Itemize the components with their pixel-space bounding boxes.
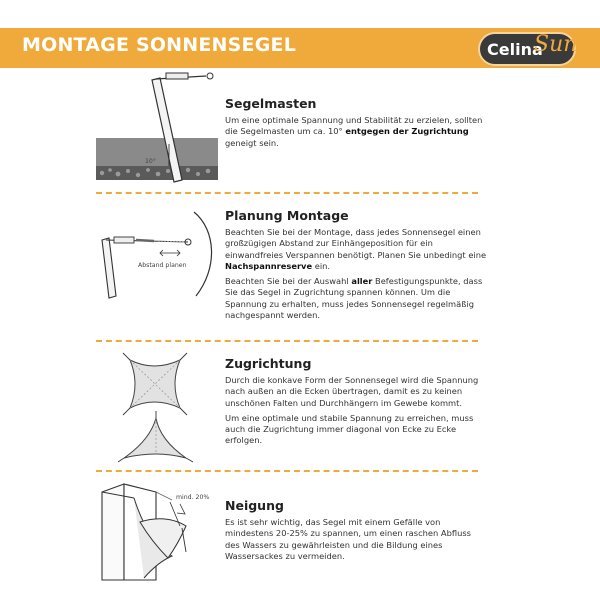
text-block-segelmasten [225,96,487,153]
header-bar [0,28,600,68]
paragraph: Beachten Sie bei der Auswahl aller Befestigungspunkte, dass Sie das Segel in Zugrichtung spannen können. Um die Spannung zu erhalten, muss jedes Sonnensegel regelmäßig nachgespannt werden. [225,276,483,321]
paragraph: Um eine optimale und stabile Spannung zu erreichen, muss auch die Zugrichtung immer diagonal von Ecke zu Ecke erfolgen. [225,412,474,446]
text-block-neigung [225,498,487,566]
section-divider [96,192,478,194]
angle-label: 10° [145,158,156,165]
section-title: Planung Montage [225,208,349,223]
section-divider [96,470,478,472]
paragraph: Beachten Sie bei der Montage, dass jedes Sonnensegel einen großzügigen Abstand zur Einhängeposition für ein einwandfreies Verspannen benötigt. Planen Sie unbedingt eine Nachspannreserve ein. [225,227,487,271]
distance-label: Abstand planen [138,262,187,269]
emphasis-text: Nachspannreserve [225,260,313,271]
section-body [225,227,487,321]
section-body [225,375,487,447]
section-body [225,517,487,562]
section-divider [96,340,478,342]
emphasis-text: entgegen der Zugrichtung [345,126,469,137]
mast-icon [96,70,218,188]
slope-icon [96,482,220,582]
section-title: Segelmasten [225,96,317,111]
logo-text-celina: Celina [487,40,543,59]
slope-label: mind. 20% [176,494,210,501]
section-title: Neigung [225,498,284,513]
logo-text-sun: Sun [534,32,578,57]
tensioner-icon [96,210,220,300]
text-block-zugrichtung [225,356,487,451]
sail-shapes-icon [118,350,198,466]
section-body [225,115,487,149]
text-block-planung-montage [225,208,487,325]
paragraph: Es ist sehr wichtig, das Segel mit einem Gefälle von mindestens 20-25% zu spannen, um einen raschen Abfluss des Wassers zu gewährleisten und die Bildung eines Wassersackes zu vermeiden. [225,517,471,561]
section-title: Zugrichtung [225,356,312,371]
paragraph: Durch die konkave Form der Sonnensegel wird die Spannung nach außen an die Ecken übertragen, damit es zu keinen unschönen Falten und Durchhängern im Gewebe kommt. [225,375,479,408]
page-title: MONTAGE SONNENSEGEL [22,34,297,56]
paragraph: Um eine optimale Spannung und Stabilität zu erzielen, sollten die Segelmasten um ca. 10° entgegen der Zugrichtung geneigt sein. [225,115,483,148]
emphasis-text: aller [351,276,373,287]
brand-logo [478,26,578,68]
